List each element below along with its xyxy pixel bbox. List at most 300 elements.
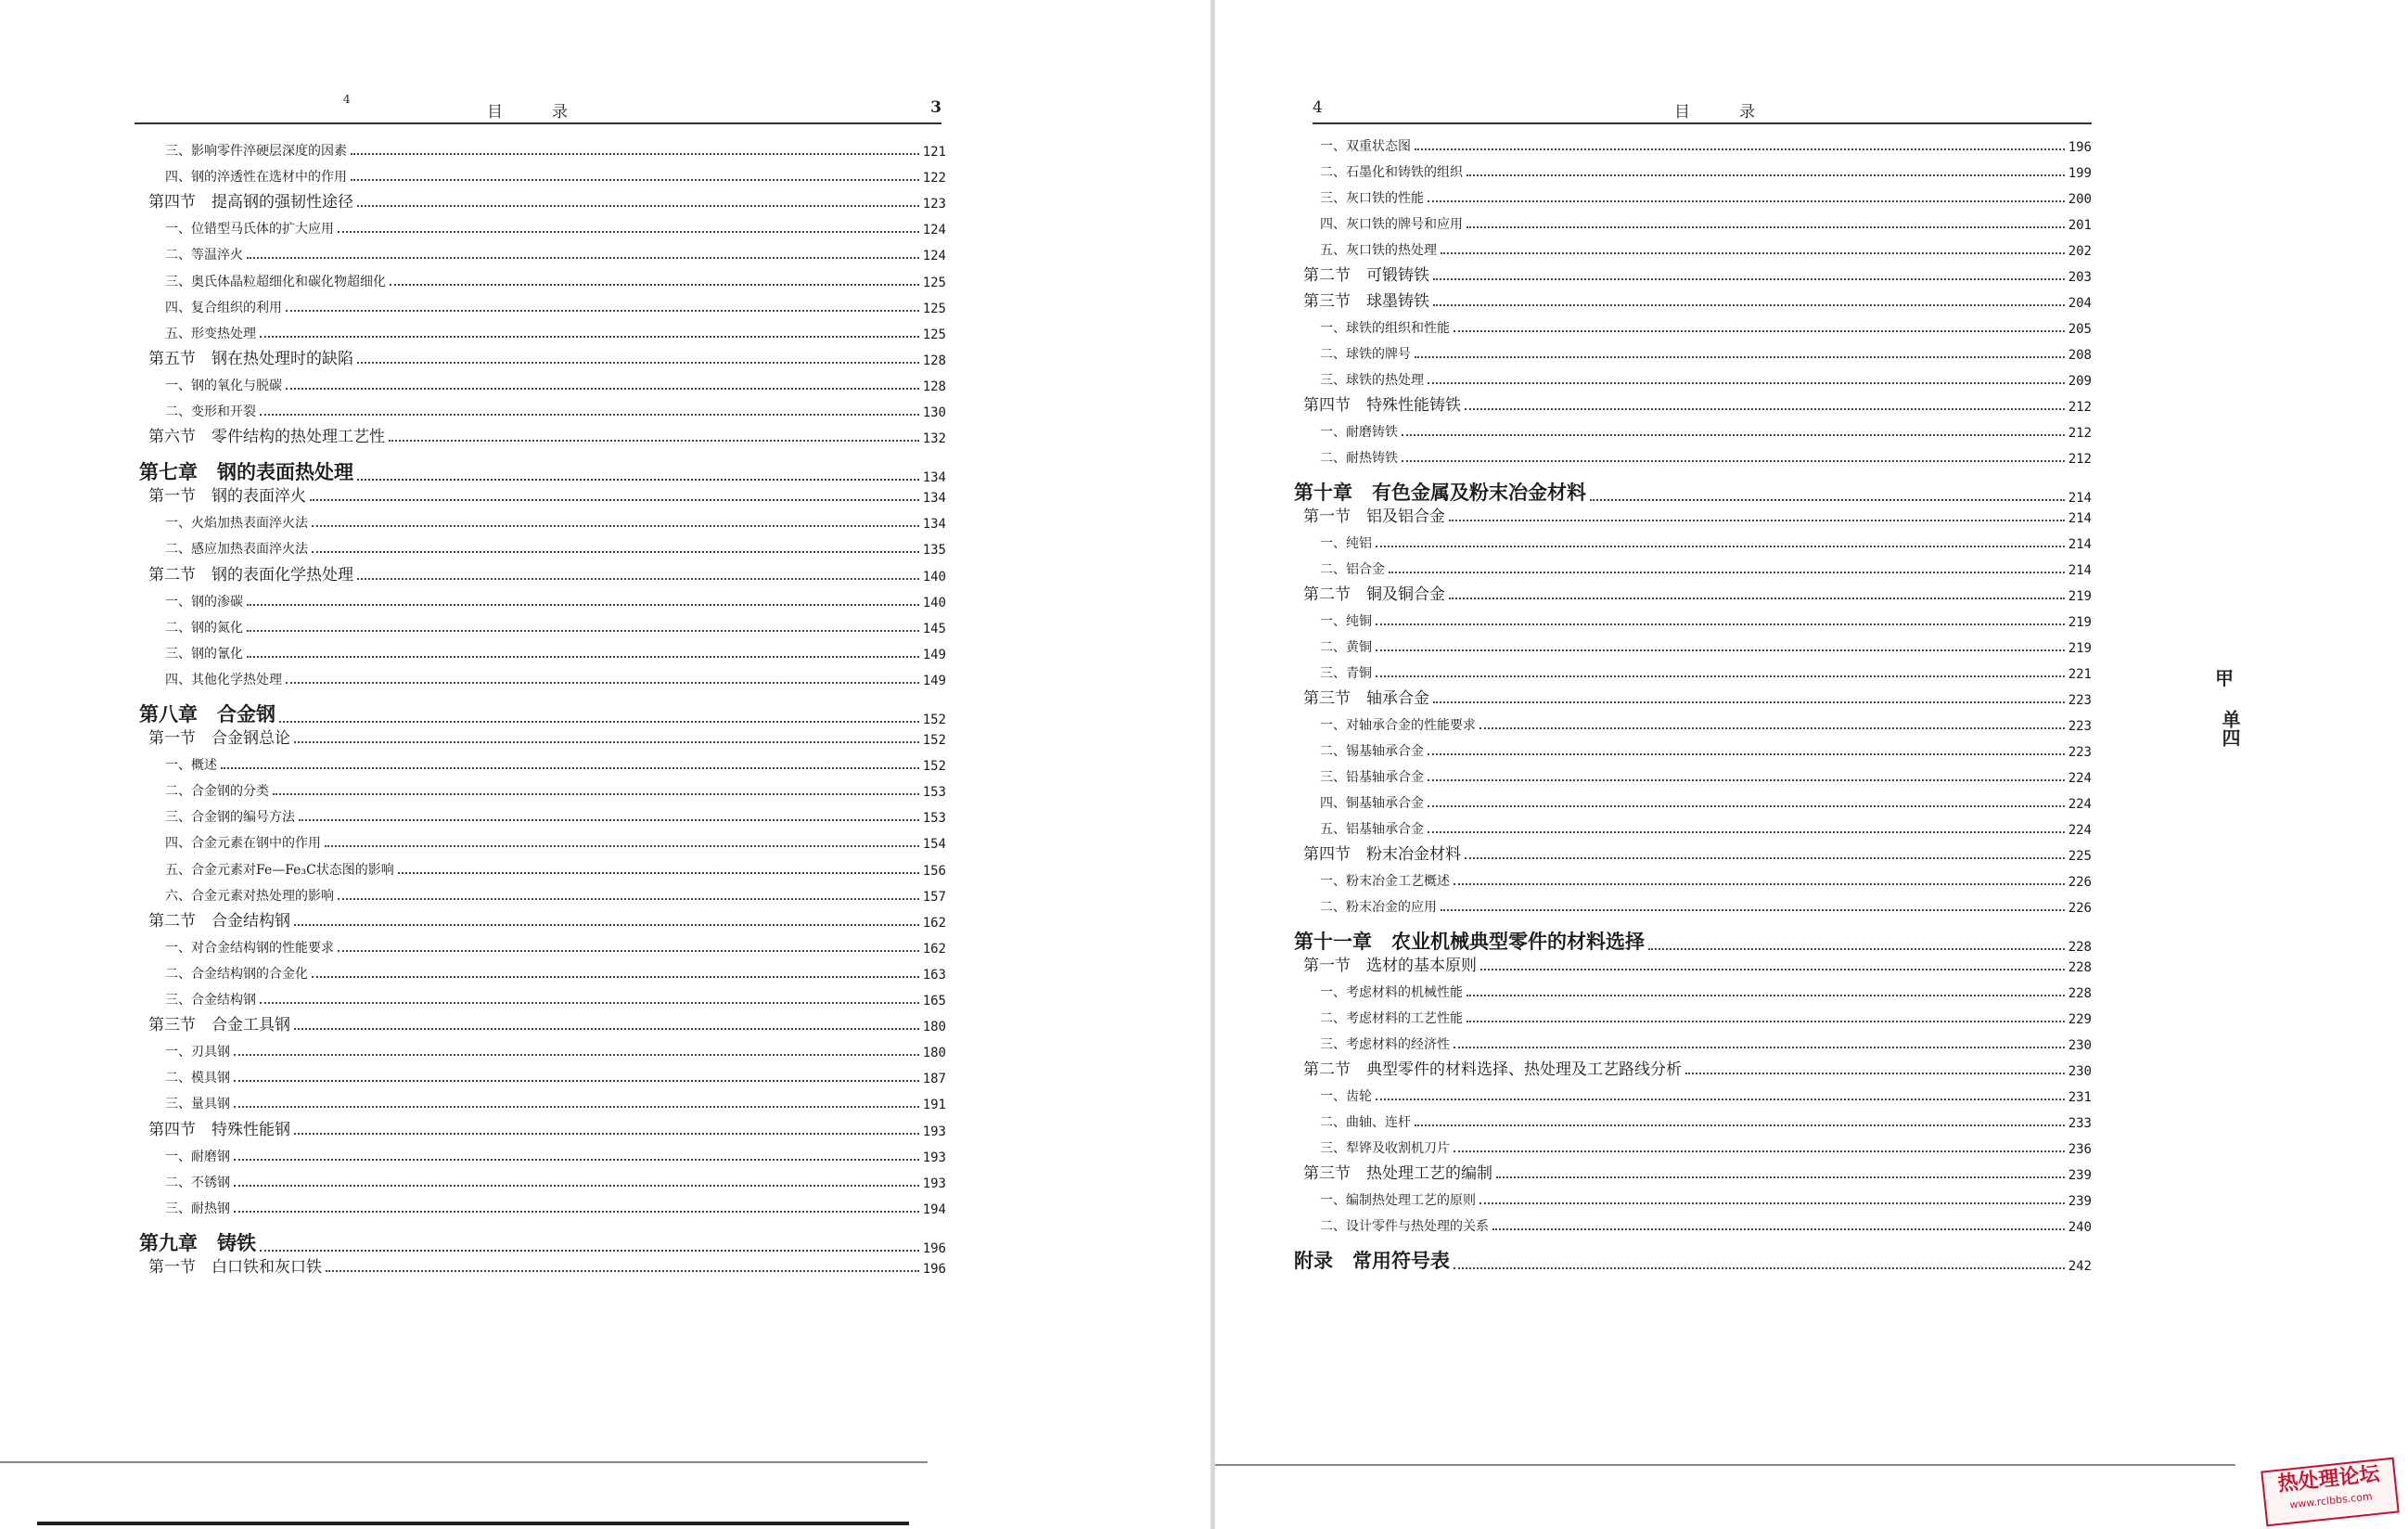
toc-leader-dots bbox=[338, 950, 919, 952]
toc-entry-item bbox=[1294, 558, 2092, 578]
toc-leader-dots bbox=[294, 1028, 919, 1030]
toc-entry-label: 三、灰口铁的性能 bbox=[1320, 191, 1424, 206]
toc-entry-page: 196 bbox=[2068, 140, 2092, 155]
toc-entry-page: 149 bbox=[922, 673, 946, 688]
toc-entry-page: 209 bbox=[2068, 374, 2092, 389]
toc-leader-dots bbox=[1415, 148, 2065, 150]
toc-entry-page: 236 bbox=[2068, 1142, 2092, 1157]
toc-entry-label: 第七章 钢的表面热处理 bbox=[139, 460, 353, 484]
toc-entry-label: 第二节 钢的表面化学热处理 bbox=[148, 565, 353, 585]
toc-entry-item bbox=[1294, 368, 2092, 389]
toc-entry-page: 231 bbox=[2068, 1090, 2092, 1105]
left-page-number: 3 bbox=[930, 98, 941, 117]
toc-leader-dots bbox=[1376, 623, 2065, 625]
toc-entry-label: 三、犁铧及收割机刀片 bbox=[1320, 1141, 1450, 1156]
toc-entry-section bbox=[1294, 290, 2092, 311]
toc-entry-label: 一、纯铜 bbox=[1320, 614, 1372, 629]
toc-entry-item bbox=[1294, 636, 2092, 656]
toc-entry-label: 第二节 典型零件的材料选择、热处理及工艺路线分析 bbox=[1303, 1060, 1682, 1079]
toc-entry-section bbox=[139, 191, 946, 212]
right-page bbox=[1215, 0, 2408, 1529]
toc-entry-label: 第三节 热处理工艺的编制 bbox=[1303, 1164, 1492, 1183]
toc-leader-dots bbox=[1428, 779, 2065, 781]
toc-entry-label: 第十一章 农业机械典型零件的材料选择 bbox=[1294, 930, 1645, 953]
toc-entry-item bbox=[139, 270, 946, 290]
toc-entry-label: 四、钢的淬透性在选材中的作用 bbox=[165, 170, 347, 186]
toc-entry-page: 224 bbox=[2068, 823, 2092, 838]
toc-entry-page: 239 bbox=[2068, 1194, 2092, 1209]
toc-leader-dots bbox=[1428, 805, 2065, 807]
toc-entry-section bbox=[139, 348, 946, 368]
toc-leader-dots bbox=[247, 630, 919, 632]
toc-entry-label: 二、感应加热表面淬火法 bbox=[165, 542, 308, 558]
toc-entry-page: 193 bbox=[922, 1176, 946, 1191]
toc-entry-item bbox=[139, 884, 946, 905]
toc-entry-page: 208 bbox=[2068, 348, 2092, 363]
toc-leader-dots bbox=[357, 479, 919, 481]
toc-entry-item bbox=[1294, 791, 2092, 812]
toc-leader-dots bbox=[1467, 226, 2065, 228]
toc-entry-page: 212 bbox=[2068, 400, 2092, 415]
toc-entry-item bbox=[139, 753, 946, 774]
toc-leader-dots bbox=[1433, 304, 2065, 306]
toc-entry-item bbox=[1294, 135, 2092, 155]
toc-entry-label: 一、概述 bbox=[165, 758, 217, 774]
toc-leader-dots bbox=[279, 721, 919, 723]
toc-leader-dots bbox=[294, 1133, 919, 1135]
toc-entry-item bbox=[139, 1040, 946, 1060]
toc-leader-dots bbox=[1389, 572, 2065, 573]
toc-entry-page: 152 bbox=[922, 759, 946, 775]
toc-entry-section bbox=[1294, 506, 2092, 526]
toc-entry-label: 一、耐磨钢 bbox=[165, 1149, 230, 1164]
toc-entry-chapter bbox=[139, 459, 946, 485]
toc-entry-page: 219 bbox=[2068, 641, 2092, 656]
margin-mark-bottom: 单四 bbox=[2219, 710, 2241, 747]
toc-leader-dots bbox=[294, 924, 919, 926]
toc-entry-section bbox=[139, 1119, 946, 1139]
toc-entry-page: 152 bbox=[922, 712, 946, 727]
header-rule bbox=[134, 122, 941, 124]
toc-leader-dots bbox=[1376, 649, 2065, 651]
toc-entry-item bbox=[1294, 420, 2092, 441]
toc-entry-chapter bbox=[139, 701, 946, 727]
toc-entry-item bbox=[139, 936, 946, 957]
toc-entry-label: 二、曲轴、连杆 bbox=[1320, 1115, 1411, 1130]
toc-entry-label: 第三节 合金工具钢 bbox=[148, 1016, 290, 1035]
toc-entry-page: 224 bbox=[2068, 797, 2092, 812]
toc-entry-item bbox=[1294, 895, 2092, 916]
toc-entry-label: 一、编制热处理工艺的原则 bbox=[1320, 1193, 1476, 1208]
toc-entry-item bbox=[139, 1092, 946, 1112]
toc-entry-label: 五、铝基轴承合金 bbox=[1320, 822, 1424, 837]
toc-leader-dots bbox=[1465, 857, 2065, 859]
toc-entry-page: 233 bbox=[2068, 1116, 2092, 1131]
toc-entry-item bbox=[1294, 817, 2092, 838]
toc-entry-page: 135 bbox=[922, 543, 946, 559]
toc-entry-label: 第四节 特殊性能钢 bbox=[148, 1120, 290, 1139]
toc-entry-label: 第十章 有色金属及粉末冶金材料 bbox=[1294, 481, 1586, 504]
toc-entry-page: 153 bbox=[922, 785, 946, 801]
toc-entry-section bbox=[139, 910, 946, 931]
toc-entry-item bbox=[1294, 662, 2092, 682]
toc-entry-page: 180 bbox=[922, 1020, 946, 1035]
toc-leader-dots bbox=[1454, 1150, 2065, 1152]
toc-entry-item bbox=[139, 858, 946, 879]
toc-entry-item bbox=[139, 988, 946, 1009]
toc-entry-item bbox=[139, 779, 946, 800]
toc-entry-label: 二、球铁的牌号 bbox=[1320, 347, 1411, 362]
toc-entry-page: 149 bbox=[922, 647, 946, 662]
toc-entry-label: 一、双重状态图 bbox=[1320, 139, 1411, 154]
toc-entry-page: 230 bbox=[2068, 1064, 2092, 1079]
toc-entry-page: 193 bbox=[922, 1150, 946, 1165]
toc-entry-label: 三、钢的氰化 bbox=[165, 646, 243, 662]
toc-entry-page: 140 bbox=[922, 569, 946, 585]
toc-leader-dots bbox=[1480, 969, 2065, 970]
toc-entry-section bbox=[1294, 264, 2092, 285]
toc-entry-label: 五、合金元素对Fe—Fe₃C状态图的影响 bbox=[165, 862, 394, 878]
toc-entry-label: 第一节 合金钢总论 bbox=[148, 729, 290, 748]
toc-entry-item bbox=[1294, 765, 2092, 786]
toc-entry-page: 212 bbox=[2068, 452, 2092, 467]
toc-entry-page: 226 bbox=[2068, 901, 2092, 916]
toc-entry-label: 二、合金结构钢的合金化 bbox=[165, 966, 308, 982]
toc-entry-item bbox=[1294, 1189, 2092, 1209]
toc-leader-dots bbox=[325, 845, 919, 847]
toc-entry-page: 162 bbox=[922, 941, 946, 957]
toc-entry-page: 196 bbox=[922, 1240, 946, 1256]
toc-entry-section bbox=[139, 727, 946, 748]
toc-leader-dots bbox=[273, 793, 919, 795]
toc-entry-page: 122 bbox=[922, 171, 946, 186]
toc-entry-label: 三、青铜 bbox=[1320, 666, 1372, 681]
toc-entry-page: 187 bbox=[922, 1072, 946, 1087]
toc-leader-dots bbox=[351, 153, 919, 155]
toc-entry-page: 156 bbox=[922, 863, 946, 879]
toc-entry-chapter bbox=[1294, 929, 2092, 955]
toc-entry-page: 219 bbox=[2068, 589, 2092, 604]
toc-entry-page: 196 bbox=[922, 1261, 946, 1277]
toc-leader-dots bbox=[1433, 278, 2065, 280]
toc-entry-page: 154 bbox=[922, 837, 946, 853]
toc-leader-dots bbox=[357, 578, 919, 580]
toc-entry-item bbox=[139, 537, 946, 558]
toc-entry-page: 191 bbox=[922, 1098, 946, 1113]
toc-entry-item bbox=[139, 668, 946, 688]
scan-edge-line bbox=[1215, 1464, 2235, 1466]
right-page-number: 4 bbox=[1313, 98, 1323, 117]
toc-leader-dots bbox=[294, 741, 919, 743]
toc-entry-label: 一、钢的氧化与脱碳 bbox=[165, 378, 282, 393]
toc-entry-page: 219 bbox=[2068, 615, 2092, 630]
toc-entry-page: 194 bbox=[922, 1201, 946, 1217]
toc-entry-item bbox=[139, 642, 946, 662]
toc-entry-section bbox=[139, 1014, 946, 1034]
toc-entry-item bbox=[1294, 532, 2092, 552]
right-page-header bbox=[1313, 93, 2092, 121]
toc-entry-item bbox=[1294, 713, 2092, 734]
toc-entry-label: 二、不锈钢 bbox=[165, 1175, 230, 1190]
toc-leader-dots bbox=[389, 440, 919, 442]
toc-entry-page: 125 bbox=[922, 301, 946, 316]
toc-entry-label: 一、纯铝 bbox=[1320, 536, 1372, 551]
toc-entry-label: 二、等温淬火 bbox=[165, 248, 243, 263]
toc-leader-dots bbox=[1441, 252, 2065, 254]
toc-entry-label: 二、合金钢的分类 bbox=[165, 784, 269, 800]
toc-leader-dots bbox=[286, 310, 919, 312]
toc-entry-page: 180 bbox=[922, 1046, 946, 1061]
toc-entry-label: 三、合金钢的编号方法 bbox=[165, 810, 295, 826]
toc-entry-item bbox=[139, 243, 946, 263]
toc-entry-page: 205 bbox=[2068, 322, 2092, 337]
toc-entry-page: 214 bbox=[2068, 491, 2092, 506]
toc-entry-item bbox=[139, 165, 946, 186]
toc-entry-label: 一、位错型马氏体的扩大应用 bbox=[165, 222, 334, 238]
toc-entry-label: 一、考虑材料的机械性能 bbox=[1320, 985, 1463, 1000]
toc-entry-page: 203 bbox=[2068, 270, 2092, 285]
toc-leader-dots bbox=[1449, 520, 2065, 521]
toc-entry-item bbox=[139, 1066, 946, 1086]
toc-entry-item bbox=[1294, 869, 2092, 890]
toc-entry-section bbox=[1294, 584, 2092, 604]
toc-leader-dots bbox=[1415, 1124, 2065, 1126]
toc-entry-label: 三、耐热钢 bbox=[165, 1201, 230, 1216]
toc-entry-label: 第二节 合金结构钢 bbox=[148, 911, 290, 931]
left-header-title: 目 录 bbox=[487, 103, 584, 122]
toc-leader-dots bbox=[247, 604, 919, 606]
toc-entry-label: 第四节 特殊性能铸铁 bbox=[1303, 396, 1461, 415]
toc-entry-page: 134 bbox=[922, 517, 946, 533]
toc-entry-label: 第一节 选材的基本原则 bbox=[1303, 957, 1477, 975]
toc-leader-dots bbox=[286, 682, 919, 684]
toc-leader-dots bbox=[1454, 883, 2065, 885]
toc-entry-page: 128 bbox=[922, 353, 946, 368]
toc-entry-page: 214 bbox=[2068, 511, 2092, 526]
toc-entry-label: 第一节 铝及铝合金 bbox=[1303, 508, 1445, 526]
toc-entry-page: 201 bbox=[2068, 218, 2092, 233]
toc-entry-page: 123 bbox=[922, 197, 946, 212]
toc-entry-item bbox=[139, 805, 946, 826]
toc-leader-dots bbox=[1433, 701, 2065, 703]
toc-leader-dots bbox=[1454, 330, 2065, 332]
toc-leader-dots bbox=[310, 499, 919, 501]
toc-leader-dots bbox=[1479, 727, 2065, 729]
toc-leader-dots bbox=[1479, 1202, 2065, 1204]
toc-entry-label: 二、模具钢 bbox=[165, 1071, 230, 1086]
toc-leader-dots bbox=[234, 1185, 919, 1187]
toc-leader-dots bbox=[338, 898, 919, 900]
toc-leader-dots bbox=[1454, 1267, 2065, 1269]
toc-leader-dots bbox=[1415, 356, 2065, 358]
toc-entry-label: 第八章 合金钢 bbox=[139, 701, 275, 726]
toc-entry-item bbox=[139, 616, 946, 636]
toc-entry-page: 124 bbox=[922, 249, 946, 264]
toc-entry-page: 193 bbox=[922, 1124, 946, 1139]
toc-leader-dots bbox=[357, 205, 919, 207]
toc-entry-item bbox=[139, 400, 946, 420]
toc-leader-dots bbox=[234, 1080, 919, 1082]
toc-entry-label: 二、粉末冶金的应用 bbox=[1320, 900, 1437, 915]
toc-entry-label: 二、考虑材料的工艺性能 bbox=[1320, 1011, 1463, 1026]
toc-leader-dots bbox=[1449, 597, 2065, 599]
toc-entry-label: 四、复合组织的利用 bbox=[165, 300, 282, 315]
toc-entry-item bbox=[139, 962, 946, 983]
toc-entry-label: 二、钢的氮化 bbox=[165, 620, 243, 636]
toc-entry-page: 134 bbox=[922, 470, 946, 486]
toc-entry-item bbox=[139, 1171, 946, 1191]
header-rule bbox=[1313, 122, 2092, 124]
toc-entry-label: 三、考虑材料的经济性 bbox=[1320, 1037, 1450, 1052]
toc-entry-page: 121 bbox=[922, 145, 946, 160]
toc-leader-dots bbox=[1428, 200, 2065, 202]
toc-entry-label: 四、铜基轴承合金 bbox=[1320, 796, 1424, 811]
watermark-title: 热处理论坛 bbox=[2276, 1462, 2381, 1497]
right-header-title: 目 录 bbox=[1674, 103, 1772, 122]
toc-entry-label: 一、钢的渗碳 bbox=[165, 594, 243, 610]
toc-leader-dots bbox=[1428, 382, 2065, 384]
toc-leader-dots bbox=[234, 1211, 919, 1213]
toc-leader-dots bbox=[247, 257, 919, 259]
toc-entry-label: 三、铅基轴承合金 bbox=[1320, 770, 1424, 785]
toc-entry-label: 二、变形和开裂 bbox=[165, 405, 256, 419]
left-header-mark: 4 bbox=[343, 93, 351, 106]
toc-leader-dots bbox=[390, 284, 919, 286]
toc-entry-section bbox=[139, 1256, 946, 1277]
toc-entry-item bbox=[1294, 1214, 2092, 1235]
toc-entry-label: 一、火焰加热表面淬火法 bbox=[165, 516, 308, 532]
toc-entry-label: 二、铝合金 bbox=[1320, 562, 1385, 577]
watermark-url: www.rclbbs.com bbox=[2288, 1490, 2374, 1511]
toc-leader-dots bbox=[234, 1054, 919, 1056]
toc-leader-dots bbox=[1492, 1228, 2065, 1230]
toc-entry-page: 128 bbox=[922, 379, 946, 394]
toc-entry-page: 204 bbox=[2068, 296, 2092, 311]
toc-entry-label: 第三节 球墨铸铁 bbox=[1303, 292, 1429, 311]
left-page-header bbox=[134, 93, 941, 121]
toc-entry-item bbox=[1294, 981, 2092, 1001]
toc-leader-dots bbox=[1467, 1021, 2065, 1022]
toc-leader-dots bbox=[398, 872, 919, 874]
toc-entry-page: 134 bbox=[922, 491, 946, 507]
toc-entry-item bbox=[1294, 1085, 2092, 1105]
toc-leader-dots bbox=[1685, 1073, 2065, 1074]
toc-entry-page: 157 bbox=[922, 889, 946, 905]
toc-entry-label: 第二节 可锻铸铁 bbox=[1303, 266, 1429, 285]
toc-entry-label: 第二节 铜及铜合金 bbox=[1303, 585, 1445, 604]
toc-entry-page: 163 bbox=[922, 967, 946, 983]
toc-leader-dots bbox=[357, 362, 919, 364]
toc-entry-item bbox=[1294, 610, 2092, 630]
toc-entry-page: 125 bbox=[922, 327, 946, 342]
toc-leader-dots bbox=[1467, 995, 2065, 996]
toc-entry-chapter bbox=[139, 1230, 946, 1256]
toc-leader-dots bbox=[1441, 909, 2065, 911]
toc-entry-page: 223 bbox=[2068, 719, 2092, 734]
toc-entry-label: 第五节 钢在热处理时的缺陷 bbox=[148, 349, 353, 368]
toc-entry-label: 第三节 轴承合金 bbox=[1303, 689, 1429, 708]
toc-entry-label: 一、耐磨铸铁 bbox=[1320, 425, 1398, 440]
toc-entry-chapter bbox=[1294, 480, 2092, 506]
toc-leader-dots bbox=[260, 1002, 919, 1004]
toc-leader-dots bbox=[1428, 753, 2065, 755]
toc-leader-dots bbox=[299, 819, 919, 821]
toc-leader-dots bbox=[338, 231, 919, 233]
toc-entry-item bbox=[139, 139, 946, 160]
toc-entry-page: 228 bbox=[2068, 986, 2092, 1001]
toc-entry-page: 153 bbox=[922, 811, 946, 827]
toc-entry-page: 239 bbox=[2068, 1168, 2092, 1183]
toc-leader-dots bbox=[1428, 831, 2065, 833]
toc-leader-dots bbox=[1590, 499, 2065, 501]
toc-entry-label: 第四节 提高钢的强韧性途径 bbox=[148, 193, 353, 212]
toc-entry-page: 228 bbox=[2068, 960, 2092, 975]
toc-entry-label: 三、量具钢 bbox=[165, 1097, 230, 1112]
toc-entry-label: 附录 常用符号表 bbox=[1294, 1249, 1450, 1272]
toc-leader-dots bbox=[312, 551, 919, 553]
toc-entry-label: 二、耐热铸铁 bbox=[1320, 451, 1398, 466]
toc-entry-item bbox=[139, 831, 946, 852]
toc-entry-page: 230 bbox=[2068, 1038, 2092, 1053]
toc-entry-item bbox=[139, 1197, 946, 1217]
toc-entry-section bbox=[1294, 394, 2092, 415]
toc-entry-item bbox=[139, 374, 946, 394]
toc-leader-dots bbox=[234, 1106, 919, 1108]
toc-entry-item bbox=[1294, 161, 2092, 181]
toc-entry-page: 145 bbox=[922, 621, 946, 636]
toc-leader-dots bbox=[1465, 408, 2065, 410]
toc-entry-item bbox=[139, 590, 946, 610]
toc-entry-page: 229 bbox=[2068, 1012, 2092, 1027]
toc-entry-label: 四、合金元素在钢中的作用 bbox=[165, 836, 321, 852]
toc-entry-page: 223 bbox=[2068, 745, 2092, 760]
toc-entry-label: 四、其他化学热处理 bbox=[165, 672, 282, 687]
toc-entry-label: 三、球铁的热处理 bbox=[1320, 373, 1424, 388]
toc-entry-page: 224 bbox=[2068, 771, 2092, 786]
toc-entry-page: 162 bbox=[922, 915, 946, 931]
toc-leader-dots bbox=[312, 976, 919, 978]
toc-entry-label: 一、球铁的组织和性能 bbox=[1320, 321, 1450, 336]
toc-entry-label: 第一节 钢的表面淬火 bbox=[148, 487, 306, 507]
toc-entry-page: 165 bbox=[922, 994, 946, 1009]
toc-entry-page: 130 bbox=[922, 405, 946, 420]
scan-edge-line bbox=[37, 1522, 909, 1525]
toc-entry-page: 202 bbox=[2068, 244, 2092, 259]
toc-leader-dots bbox=[260, 336, 919, 338]
toc-entry-section bbox=[1294, 1163, 2092, 1183]
toc-entry-item bbox=[1294, 1033, 2092, 1053]
toc-entry-page: 214 bbox=[2068, 563, 2092, 578]
toc-entry-page: 223 bbox=[2068, 693, 2092, 708]
toc-entry-page: 132 bbox=[922, 431, 946, 447]
toc-entry-page: 152 bbox=[922, 733, 946, 748]
toc-entry-page: 226 bbox=[2068, 875, 2092, 890]
toc-entry-page: 200 bbox=[2068, 192, 2092, 207]
toc-leader-dots bbox=[1467, 174, 2065, 176]
toc-entry-item bbox=[139, 1145, 946, 1165]
toc-entry-section bbox=[1294, 1059, 2092, 1079]
toc-leader-dots bbox=[247, 656, 919, 658]
toc-entry-label: 五、灰口铁的热处理 bbox=[1320, 243, 1437, 258]
toc-entry-item bbox=[139, 296, 946, 316]
toc-leader-dots bbox=[1376, 546, 2065, 547]
toc-entry-label: 二、黄铜 bbox=[1320, 640, 1372, 655]
toc-entry-item bbox=[1294, 342, 2092, 363]
toc-entry-section bbox=[139, 426, 946, 446]
toc-entry-page: 199 bbox=[2068, 166, 2092, 181]
toc-entry-page: 225 bbox=[2068, 849, 2092, 864]
margin-mark-top: 甲 bbox=[2215, 667, 2234, 689]
